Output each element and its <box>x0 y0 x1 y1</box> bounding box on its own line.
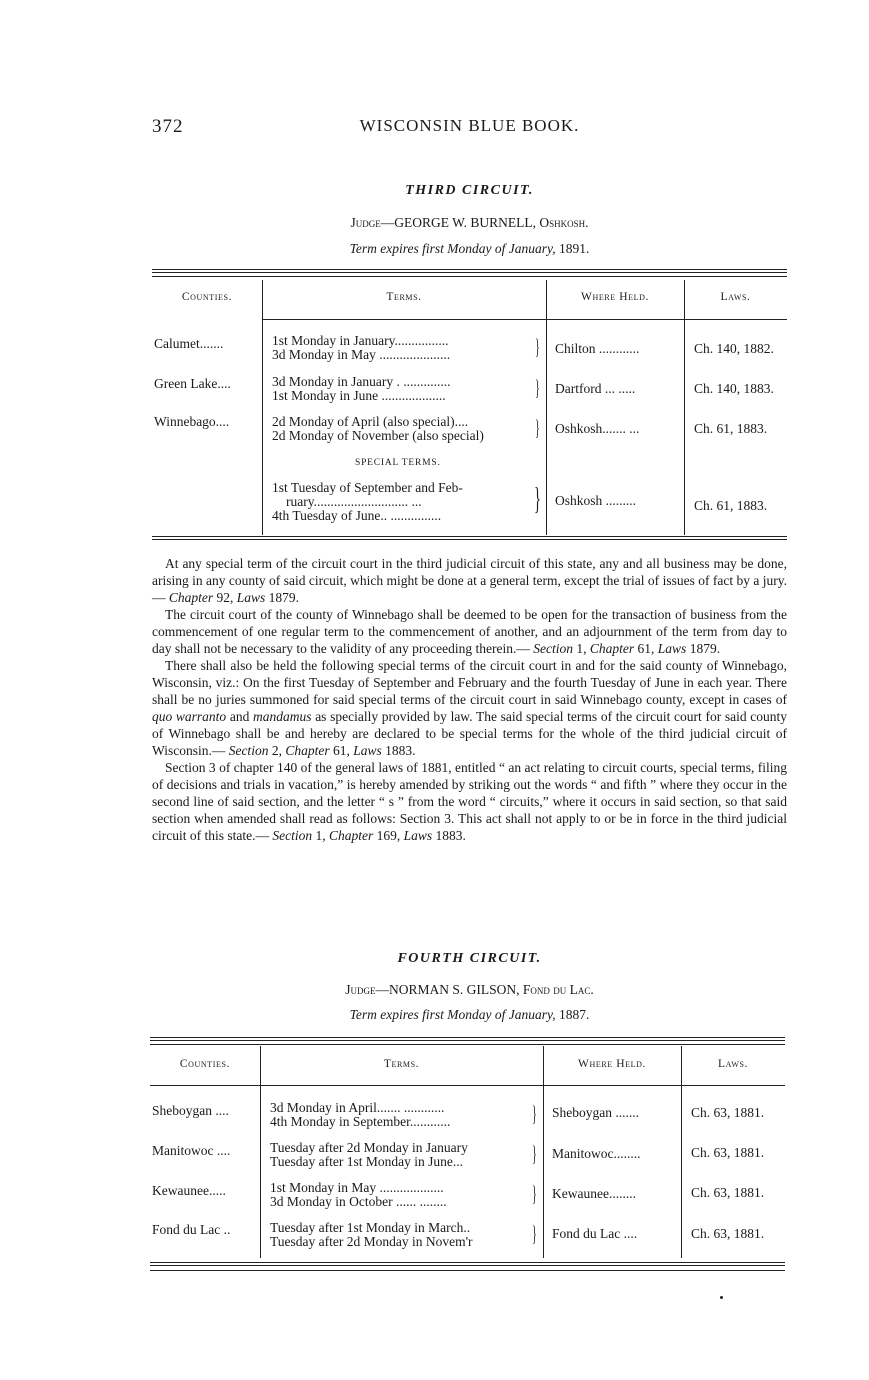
brace-icon: } <box>532 1221 537 1246</box>
table-top-rule <box>150 1037 785 1041</box>
place-cell: Oshkosh....... ... <box>555 421 640 436</box>
county-cell: Sheboygan .... <box>152 1103 229 1118</box>
law-cell: Ch. 61, 1883. <box>694 498 768 513</box>
third-term-expires <box>152 241 787 257</box>
law-cell: Ch. 63, 1881. <box>691 1185 765 1200</box>
county-cell: Winnebago.... <box>154 414 230 429</box>
table-top-rule-inner <box>150 1044 785 1045</box>
law-cell: Ch. 63, 1881. <box>691 1145 765 1160</box>
header-rule <box>262 319 787 320</box>
table-bottom-rule <box>152 536 787 540</box>
brace-icon: } <box>532 1101 537 1126</box>
county-cell: Calumet....... <box>154 336 224 351</box>
book-title: WISCONSIN BLUE BOOK. <box>359 116 580 135</box>
term-line: 4th Tuesday of June.. ............... <box>272 508 442 523</box>
terms-cell <box>270 1141 468 1169</box>
column-divider <box>260 1046 261 1258</box>
place-cell: Kewaunee........ <box>552 1186 636 1201</box>
law-cell: Ch. 63, 1881. <box>691 1226 765 1241</box>
brace-icon: } <box>532 1181 537 1206</box>
table-top-rule-inner <box>152 276 787 277</box>
place-cell: Oshkosh ......... <box>555 493 637 508</box>
note-paragraph: The circuit court of the county of Winnebago shall be deemed to be open for the transaction of business from the commencement of one regular term to the commencement of another, and an adjournment of the term from day to day shall not be necessary to the validity of any proceeding therein.— Section 1, Chapter 61, Laws 1879. <box>152 607 787 656</box>
table-bottom-rule-outer <box>150 1270 785 1271</box>
note-paragraph: At any special term of the circuit court in the third judicial circuit of this state, any and all business may be done, arising in any county of said circuit, which might be done at a general term, except the trial of issues of fact by a jury.— Chapter 92, Laws 1879. <box>152 556 787 605</box>
county-cell: Manitowoc .... <box>152 1143 231 1158</box>
term-line: 3d Monday in October ...... ........ <box>270 1194 447 1209</box>
column-divider <box>543 1046 544 1258</box>
term-line: 4th Monday in September............ <box>270 1114 451 1129</box>
header-terms: Terms. <box>386 291 422 303</box>
note-paragraph: Section 3 of chapter 140 of the general laws of 1881, entitled “ an act relating to circuit courts, special terms, filing of decisions and trials in vacation,” is hereby amended by striking out the words “ and fifth ” where they occur in the second line of said section, and the letter “ s ” from the word “ circuits,” where it occurs in said section, so that said section when amended shall read as follows: Section 3. This act shall not apply to or be in force in the third judicial circuit of this state.— Section 1, Chapter 169, Laws 1883. <box>152 760 787 843</box>
terms-cell <box>270 1181 447 1209</box>
running-head <box>152 116 787 140</box>
term-line: Tuesday after 1st Monday in June... <box>270 1154 463 1169</box>
term-expires-text: Term expires first Monday of January, <box>349 1007 556 1022</box>
header-terms: Terms. <box>383 1058 420 1070</box>
header-laws: Laws. <box>720 291 751 303</box>
term-line: 1st Tuesday of September and Feb- <box>272 480 463 495</box>
term-line: 2d Monday of November (also special) <box>272 428 484 443</box>
judge-place: Oshkosh. <box>539 215 589 230</box>
term-expires-text: Term expires first Monday of January, <box>349 241 556 256</box>
note-paragraph: There shall also be held the following special terms of the circuit court in and for the said county of Winnebago, Wisconsin, viz.: On the first Tuesday of September and February and the fourth Tuesday of June in each year. There shall be no juries summoned for said special terms of the circuit court in said Winnebago county, except in cases of quo warranto and mandamus as specially provided by law. The said special terms of the circuit court for said county of Winnebago shall be and hereby are declared to be special terms for the whole of the third judicial circuit of Wisconsin.— Section 2, Chapter 61, Laws 1883. <box>152 658 788 758</box>
place-cell: Sheboygan ....... <box>552 1105 639 1120</box>
term-line: 1st Monday in May ................... <box>270 1180 444 1195</box>
law-cell: Ch. 61, 1883. <box>694 421 768 436</box>
brace-icon: } <box>532 1141 537 1166</box>
header-laws: Laws. <box>717 1058 749 1070</box>
judge-place: Fond du Lac. <box>522 982 594 997</box>
term-line: 3d Monday in April....... ............ <box>270 1100 445 1115</box>
terms-cell <box>272 375 450 403</box>
header-rule <box>150 1085 785 1086</box>
county-cell: Green Lake.... <box>154 376 231 391</box>
header-where-held: Where Held. <box>581 291 649 303</box>
header-where-held: Where Held. <box>578 1058 646 1070</box>
brace-icon: } <box>534 480 541 516</box>
judge-name: NORMAN S. GILSON, <box>388 982 520 997</box>
place-cell: Manitowoc........ <box>552 1146 641 1161</box>
table-bottom-rule <box>150 1262 785 1266</box>
third-circuit-notes <box>152 555 787 844</box>
brace-icon: } <box>535 334 540 359</box>
terms-cell <box>270 1221 473 1249</box>
special-terms-cell <box>272 481 463 523</box>
ink-dot <box>720 1296 723 1299</box>
law-cell: Ch. 140, 1882. <box>694 341 774 356</box>
place-cell: Chilton ............ <box>555 341 640 356</box>
page-number: 372 <box>152 116 184 137</box>
term-line: 2d Monday of April (also special).... <box>272 414 469 429</box>
term-line: 3d Monday in January . .............. <box>272 374 451 389</box>
term-line: Tuesday after 1st Monday in March.. <box>270 1220 471 1235</box>
law-cell: Ch. 63, 1881. <box>691 1105 765 1120</box>
fourth-term-expires <box>152 1007 787 1023</box>
header-counties: Counties. <box>179 1058 231 1070</box>
fourth-judge-line: Judge—NORMAN S. GILSON, Fond du Lac. <box>345 982 594 997</box>
place-cell: Dartford ... ..... <box>555 381 636 396</box>
county-cell: Kewaunee..... <box>152 1183 226 1198</box>
terms-cell <box>270 1101 450 1129</box>
terms-cell <box>272 334 450 362</box>
third-circuit-title: THIRD CIRCUIT. <box>405 183 534 198</box>
column-divider <box>681 1046 682 1258</box>
judge-label: Judge <box>350 215 381 230</box>
brace-icon: } <box>535 415 540 440</box>
term-line: 1st Monday in June ................... <box>272 388 446 403</box>
term-expires-year: 1887. <box>559 1007 590 1022</box>
term-line: ruary............................ ... <box>286 494 422 509</box>
term-expires-year: 1891. <box>559 241 590 256</box>
county-cell: Fond du Lac .. <box>152 1222 231 1237</box>
header-counties: Counties. <box>181 291 233 303</box>
brace-icon: } <box>535 375 540 400</box>
place-cell: Fond du Lac .... <box>552 1226 638 1241</box>
term-line: 3d Monday in May ..................... <box>272 347 451 362</box>
table-top-rule <box>152 269 787 273</box>
term-line: Tuesday after 2d Monday in January <box>270 1140 468 1155</box>
judge-name: GEORGE W. BURNELL, <box>394 215 536 230</box>
law-cell: Ch. 140, 1883. <box>694 381 774 396</box>
fourth-circuit-title: FOURTH CIRCUIT. <box>397 951 542 966</box>
special-terms-heading: SPECIAL TERMS. <box>355 458 441 468</box>
term-line: 1st Monday in January................ <box>272 333 449 348</box>
judge-label: Judge <box>345 982 376 997</box>
term-line: Tuesday after 2d Monday in Novem'r <box>270 1234 473 1249</box>
third-judge-line: Judge—GEORGE W. BURNELL, Oshkosh. <box>350 215 589 230</box>
terms-cell <box>272 415 484 443</box>
